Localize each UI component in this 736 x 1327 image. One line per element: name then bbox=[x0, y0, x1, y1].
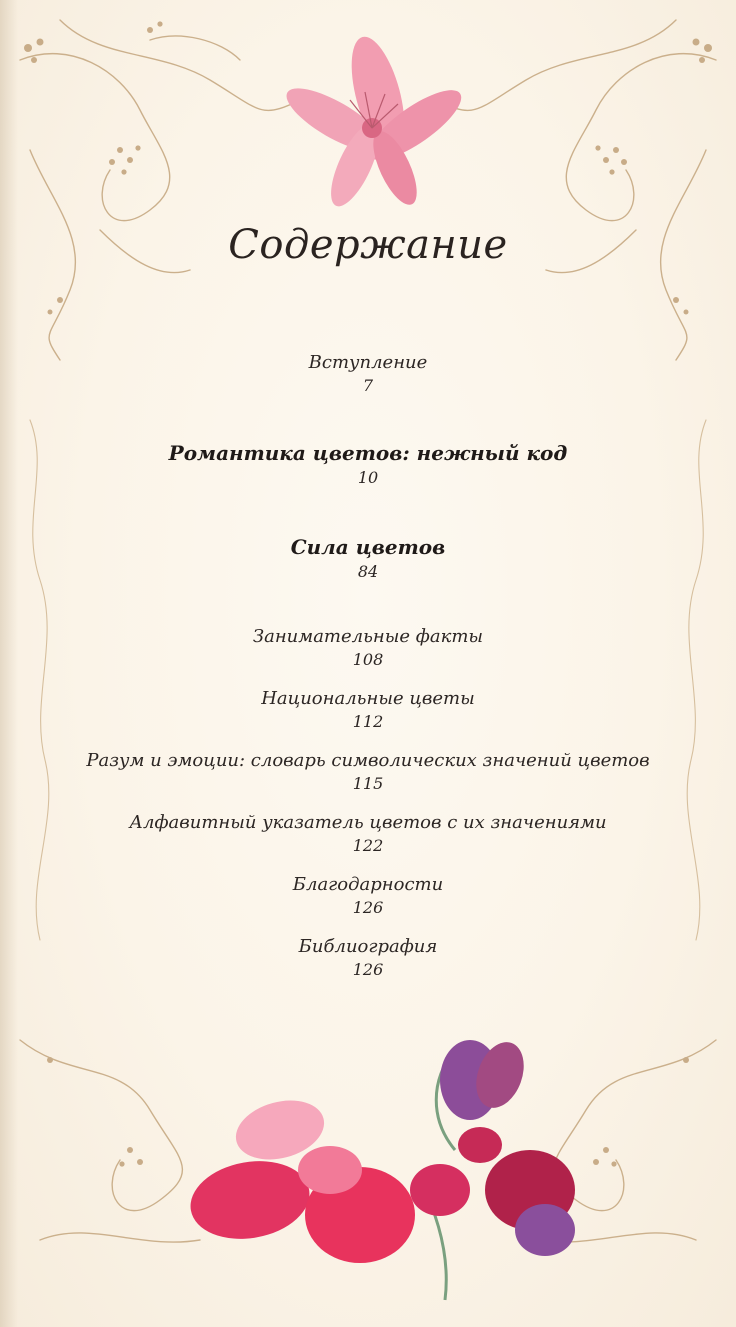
toc-entry-title: Романтика цветов: нежный код bbox=[168, 441, 568, 465]
toc-entry-title: Разум и эмоции: словарь символических значений цветов bbox=[86, 750, 650, 771]
toc-entry bbox=[0, 874, 736, 918]
toc-entry-title: Вступление bbox=[308, 352, 428, 373]
toc-entry-page-number: 126 bbox=[352, 960, 384, 979]
top-right-flourish bbox=[436, 20, 716, 360]
toc-entry-title: Библиография bbox=[298, 936, 438, 957]
toc-entry-page-number: 84 bbox=[357, 562, 379, 581]
top-left-flourish bbox=[20, 20, 300, 360]
toc-entry-page-number: 115 bbox=[352, 774, 384, 793]
bottom-buds bbox=[47, 1057, 689, 1167]
page-title: Содержание bbox=[228, 222, 508, 268]
toc-entry-title: Благодарности bbox=[292, 874, 444, 895]
toc-entry bbox=[0, 936, 736, 980]
toc-entry-page-number: 122 bbox=[352, 836, 384, 855]
toc-entry bbox=[0, 750, 736, 794]
toc-entry bbox=[0, 534, 736, 582]
sweet-pea-flowers-illustration bbox=[184, 1036, 575, 1300]
toc-entry-title: Занимательные факты bbox=[252, 626, 484, 647]
top-right-buds bbox=[595, 39, 712, 315]
toc-entry bbox=[0, 626, 736, 670]
lily-flower-illustration bbox=[278, 31, 470, 212]
toc-entry-page-number: 7 bbox=[362, 376, 374, 395]
toc-entry-title: Алфавитный указатель цветов с их значениями bbox=[129, 812, 607, 833]
toc-entry-title: Национальные цветы bbox=[261, 688, 475, 709]
toc-entry bbox=[0, 440, 736, 488]
top-left-buds bbox=[24, 21, 163, 314]
toc-entry-page-number: 10 bbox=[357, 468, 379, 487]
toc-entry bbox=[0, 812, 736, 856]
toc-entry-title: Сила цветов bbox=[290, 535, 446, 559]
toc-entry-page-number: 126 bbox=[352, 898, 384, 917]
toc-entry bbox=[0, 688, 736, 732]
side-vines bbox=[30, 420, 706, 940]
toc-entry bbox=[0, 352, 736, 396]
toc-entry-page-number: 112 bbox=[352, 712, 384, 731]
toc-entry-page-number: 108 bbox=[352, 650, 384, 669]
